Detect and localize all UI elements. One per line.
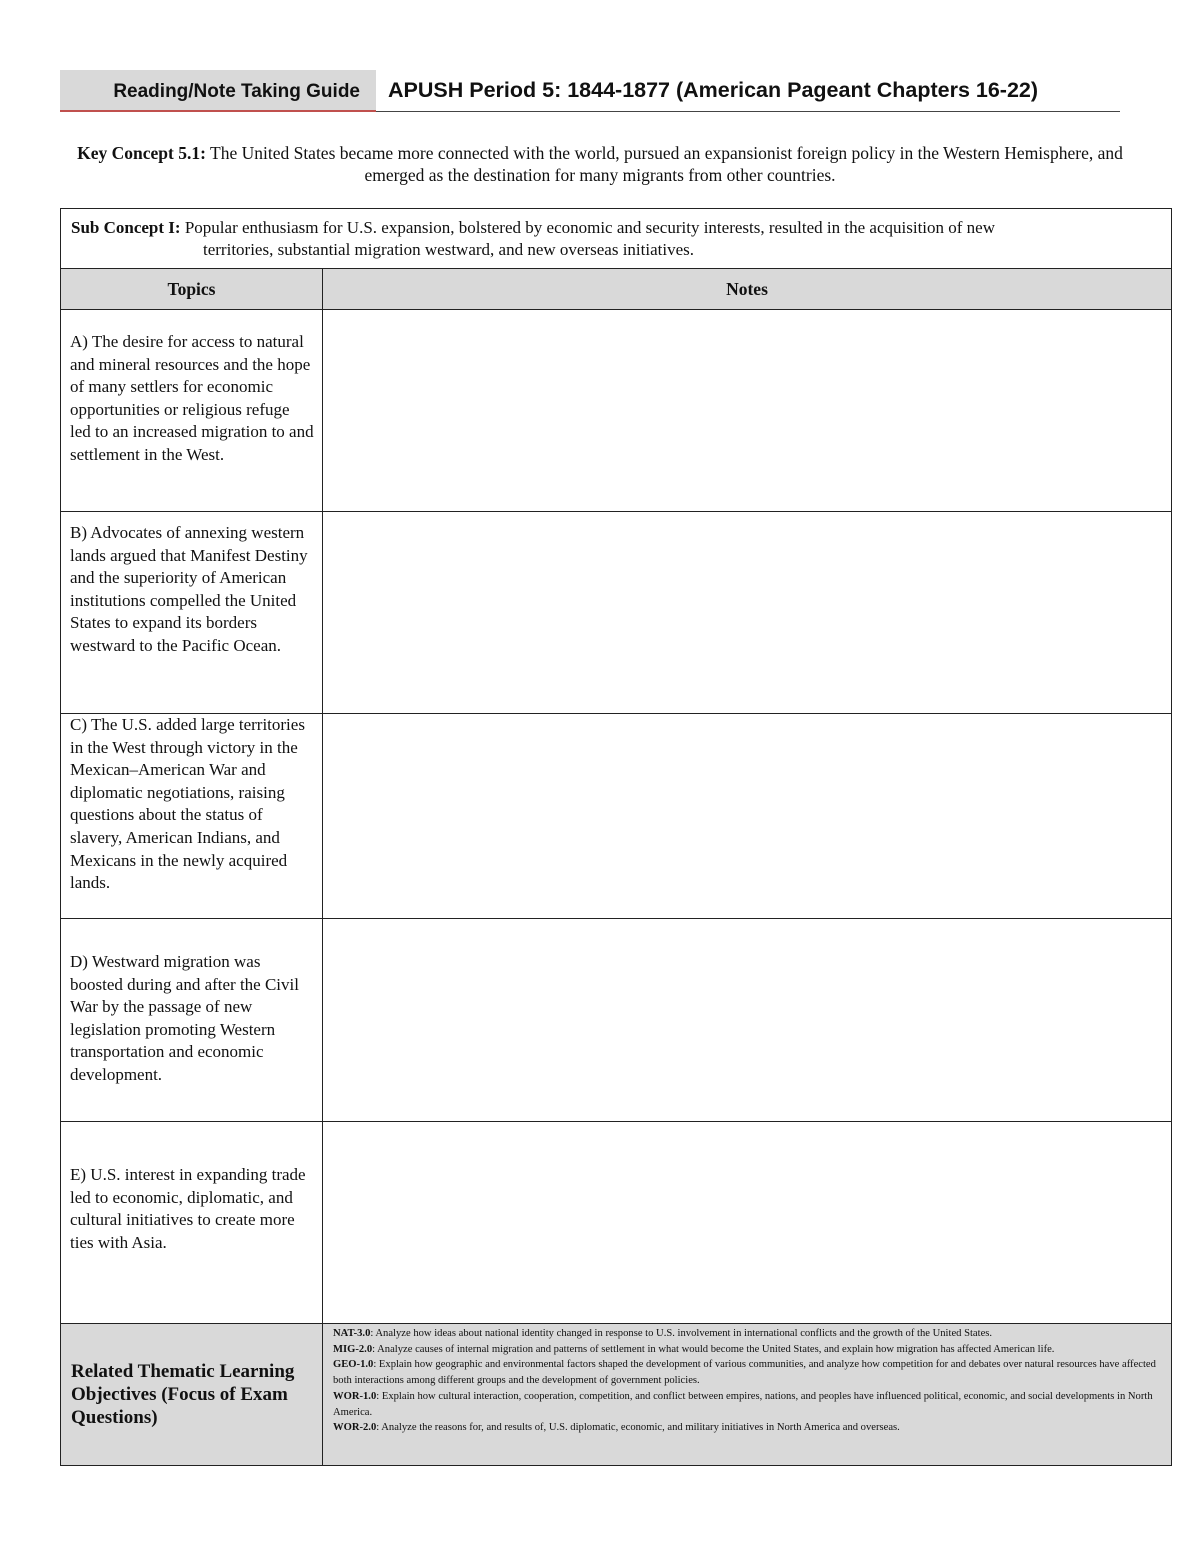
note-taking-table	[60, 208, 1172, 1466]
key-concept-label: Key Concept 5.1:	[77, 143, 206, 163]
notes-cell-c[interactable]	[323, 714, 1172, 919]
topic-text-a: A) The desire for access to natural and mineral resources and the hope of many settlers for economic opportunities or religious refuge led to an increased migration to and settlement in the West.	[70, 332, 314, 464]
objective-item	[333, 1326, 1163, 1342]
key-concept	[70, 142, 1130, 186]
key-concept-text: The United States became more connected with the world, pursued an expansionist foreign policy in the Western Hemisphere, and emerged as the destination for many migrants from other countries.	[210, 143, 1123, 185]
sub-concept-text-line2: territories, substantial migration westward, and new overseas initiatives.	[203, 240, 694, 259]
objective-text: : Analyze causes of internal migration and patterns of settlement in what would become the United States, and explain how migration has affected American life.	[372, 1343, 1055, 1355]
topic-text-e: E) U.S. interest in expanding trade led to economic, diplomatic, and cultural initiatives to create more ties with Asia.	[70, 1165, 306, 1252]
objective-item	[333, 1389, 1163, 1420]
period-title: APUSH Period 5: 1844-1877 (American Pageant Chapters 16-22)	[388, 78, 1039, 102]
objective-text: : Analyze how ideas about national identity changed in response to U.S. involvement in international conflicts and the growth of the United States.	[370, 1328, 993, 1339]
header-right-box	[376, 70, 1120, 112]
sub-concept-text-line1: Popular enthusiasm for U.S. expansion, bolstered by economic and security interests, resulted in the acquisition of new	[184, 218, 995, 237]
document-header	[60, 70, 1120, 114]
objective-item	[333, 1342, 1163, 1358]
objective-item	[333, 1420, 1163, 1436]
topic-text-d: D) Westward migration was boosted during and after the Civil War by the passage of new legislation promoting Western transportation and economic development.	[70, 952, 299, 1084]
objective-text: : Analyze the reasons for, and results of, U.S. diplomatic, economic, and military initiatives in North America and overseas.	[376, 1422, 900, 1434]
notes-cell-b[interactable]	[323, 512, 1172, 714]
topic-cell-c	[61, 714, 323, 919]
objective-text: : Explain how cultural interaction, cooperation, competition, and conflict between empires, nations, and peoples have influenced political, economic, and social developments in North America.	[333, 1390, 1153, 1418]
sub-concept-row	[61, 209, 1172, 269]
topic-cell-a	[61, 310, 323, 512]
guide-title: Reading/Note Taking Guide	[113, 81, 360, 102]
objective-code: NAT-3.0	[333, 1328, 371, 1339]
notes-cell-e[interactable]	[323, 1122, 1172, 1324]
objective-code: MIG-2.0	[333, 1343, 373, 1355]
notes-column-header: Notes	[323, 269, 1172, 310]
objective-code: WOR-2.0	[333, 1422, 377, 1434]
objectives-list	[323, 1324, 1172, 1466]
objective-text: : Explain how geographic and environmental factors shaped the development of various communities, and analyze how competition for and debates over natural resources have affected both interactions among different groups and the development of government policies.	[333, 1359, 1156, 1387]
header-left-box	[60, 70, 376, 112]
objective-code: GEO-1.0	[333, 1359, 374, 1371]
objectives-label: Related Thematic Learning Objectives (Focus of Exam Questions)	[61, 1324, 323, 1466]
topics-column-header: Topics	[61, 269, 323, 310]
topic-text-c: C) The U.S. added large territories in the West through victory in the Mexican–American War and diplomatic negotiations, raising questions about the status of slavery, American Indians, and Mexicans in the newly acquired lands.	[70, 715, 305, 893]
topic-cell-b	[61, 512, 323, 714]
notes-cell-a[interactable]	[323, 310, 1172, 512]
topic-text-b: B) Advocates of annexing western lands argued that Manifest Destiny and the superiority of American institutions compelled the United States to expand its borders westward to the Pacific Ocean.	[70, 523, 308, 655]
objective-code: WOR-1.0	[333, 1390, 377, 1402]
notes-cell-d[interactable]	[323, 919, 1172, 1122]
objective-item	[333, 1357, 1163, 1388]
sub-concept-label: Sub Concept I:	[71, 218, 181, 237]
topic-cell-d	[61, 919, 323, 1122]
topic-cell-e	[61, 1122, 323, 1324]
